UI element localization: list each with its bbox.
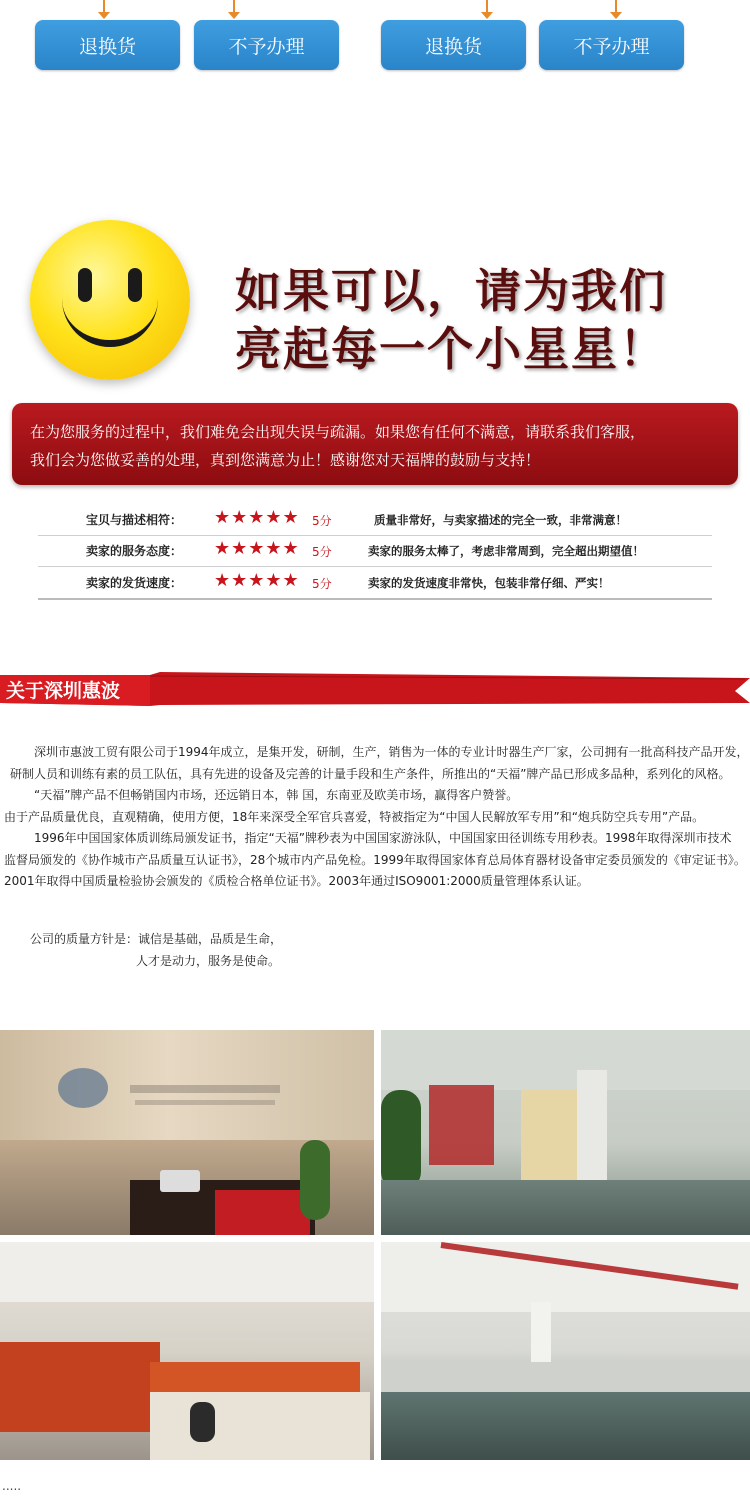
quality-policy-line-2: 人才是动力，服务是使命。 xyxy=(136,954,281,968)
service-notice xyxy=(12,403,738,485)
notice-line-2: 我们会为您做妥善的处理，真到您满意为止！感谢您对天福牌的鼓励与支持！ xyxy=(30,451,541,469)
star-rating-icon: ★★★★★ xyxy=(214,570,300,591)
about-title: 关于深圳惠波 xyxy=(6,680,121,702)
rating-row xyxy=(38,504,712,536)
rating-score: 5分 xyxy=(312,545,332,559)
down-arrow-icon xyxy=(615,0,617,14)
about-text-line: “天福”牌产品不但畅销国内市场，还远销日本，韩 国，东南亚及欧美市场，赢得客户赞誉。 xyxy=(34,788,519,802)
footer-dots: ..... xyxy=(2,1479,22,1493)
return-exchange-button[interactable]: 退换货 xyxy=(35,20,180,70)
star-rating-icon: ★★★★★ xyxy=(214,538,300,559)
notice-line-1: 在为您服务的过程中，我们难免会出现失误与疏漏。如果您有任何不满意，请联系我们客服， xyxy=(30,423,646,441)
rating-comment: 卖家的服务太棒了，考虑非常周到，完全超出期望值！ xyxy=(368,544,644,558)
rating-score: 5分 xyxy=(312,577,332,591)
about-text-line: 由于产品质量优良，直观精确，使用方便，18年来深受全军官兵喜爱，特被指定为“中国人民解放军专用”和“炮兵防空兵专用”产品。 xyxy=(4,810,705,824)
rating-score: 5分 xyxy=(312,514,332,528)
not-processed-button[interactable]: 不予办理 xyxy=(194,20,339,70)
rating-comment: 卖家的发货速度非常快，包装非常仔细、严实！ xyxy=(368,576,610,590)
rating-row xyxy=(38,567,712,600)
about-text-line: 监督局颁发的《协作城市产品质量互认证书》，28个城市内产品免检。1999年取得国家体育总局体育器材设备审定委员颁发的《审定证书》。 xyxy=(4,853,746,867)
rating-label: 卖家的服务态度： xyxy=(85,544,182,558)
quality-policy-line-1: 公司的质量方针是：诚信是基础，品质是生命， xyxy=(30,932,283,946)
office-workspace-photo xyxy=(0,1242,374,1460)
headline-line-1: 如果可以，请为我们 xyxy=(235,264,667,318)
rating-label: 卖家的发货速度： xyxy=(85,576,182,590)
factory-floor-photo xyxy=(381,1242,750,1460)
about-banner xyxy=(0,672,750,706)
rating-label: 宝贝与描述相符： xyxy=(85,513,182,527)
down-arrow-icon xyxy=(486,0,488,14)
about-text-line: 2001年取得中国质量检验协会颁发的《质检合格单位证书》。2003年通过ISO9001:2000质量管理体系认证。 xyxy=(4,874,589,888)
down-arrow-icon xyxy=(103,0,105,14)
office-lobby-photo xyxy=(381,1030,750,1235)
about-text-line: 深圳市惠波工贸有限公司于1994年成立，是集开发，研制，生产，销售为一体的专业计时器生产厂家，公司拥有一批高科技产品开发， xyxy=(34,745,749,759)
smiley-icon xyxy=(30,220,190,380)
return-exchange-button[interactable]: 退换货 xyxy=(381,20,526,70)
rating-row xyxy=(38,535,712,567)
headline-line-2: 亮起每一个小星星！ xyxy=(235,322,667,376)
down-arrow-icon xyxy=(233,0,235,14)
not-processed-button[interactable]: 不予办理 xyxy=(539,20,684,70)
about-text-line: 1996年中国国家体质训练局颁发证书，指定“天福”牌秒表为中国国家游泳队，中国国家田径训练专用秒表。1998年取得深圳市技术 xyxy=(34,831,732,845)
office-reception-photo xyxy=(0,1030,374,1235)
about-text-line: 研制人员和训练有素的员工队伍，具有先进的设备及完善的计量手段和生产条件，所推出的“天福”牌产品已形成多品种，系列化的风格。 xyxy=(10,767,731,781)
rating-comment: 质量非常好，与卖家描述的完全一致，非常满意！ xyxy=(374,513,627,527)
star-rating-icon: ★★★★★ xyxy=(214,507,300,528)
